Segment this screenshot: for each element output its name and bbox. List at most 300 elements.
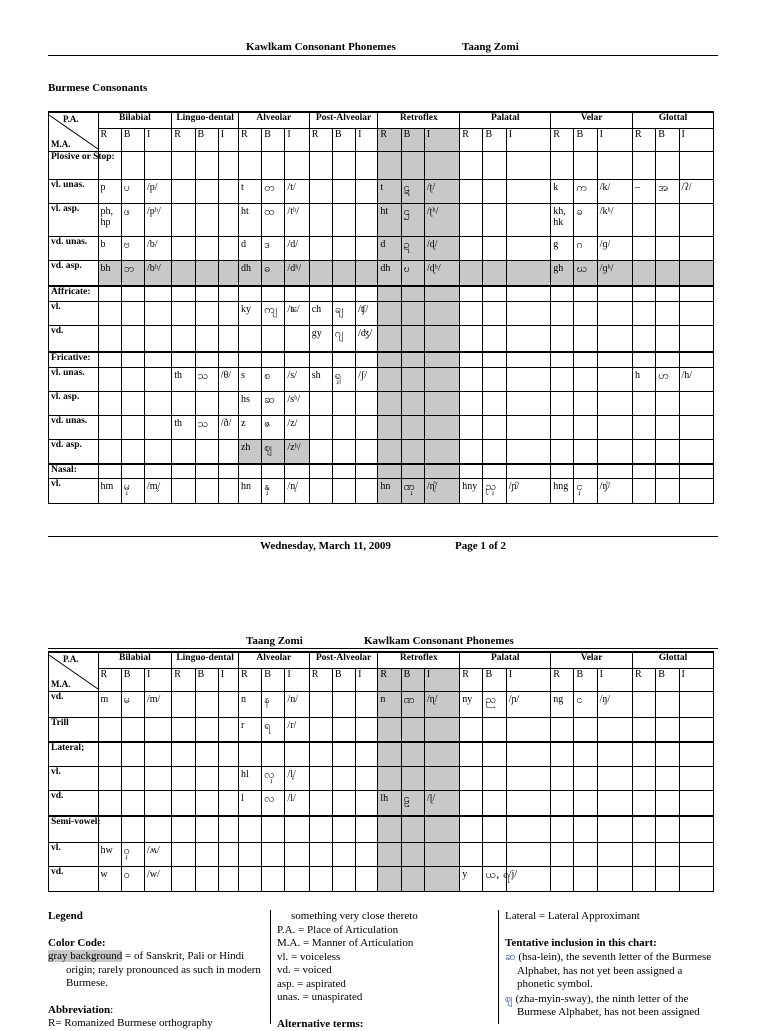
subheader-i: I	[679, 668, 714, 691]
ipa-cell	[424, 440, 459, 464]
table-row	[49, 767, 714, 791]
romanized-cell: bh	[98, 261, 121, 286]
burmese-letter-cell	[121, 791, 144, 816]
ipa-cell	[144, 464, 171, 479]
ipa-cell	[356, 692, 378, 718]
romanized-cell	[172, 352, 195, 368]
burmese-letter-cell: ဏှ	[401, 479, 424, 504]
ipa-cell	[424, 816, 459, 843]
tentative-item-2-text: (zha-myin-sway), the ninth letter of the Burmese Alphabet, has not been assigned	[513, 993, 700, 1019]
romanized-cell	[633, 326, 656, 352]
romanized-cell	[378, 464, 401, 479]
ipa-cell	[506, 742, 550, 767]
subheader-i: I	[285, 668, 309, 691]
burmese-letter-cell	[483, 816, 506, 843]
burmese-letter-cell	[574, 352, 597, 368]
ipa-cell: /ʈ/	[424, 180, 459, 204]
burmese-letter-cell	[195, 352, 218, 368]
burmese-letter-cell: ကျ	[262, 302, 285, 326]
burmese-letter-cell: ဋ	[401, 180, 424, 204]
ipa-cell: /s/	[285, 368, 309, 392]
ipa-cell	[506, 352, 550, 368]
ipa-cell	[597, 416, 632, 440]
romanized-cell	[309, 718, 332, 742]
subheader-i: I	[506, 128, 550, 151]
romanized-cell	[309, 791, 332, 816]
burmese-letter-cell	[483, 352, 506, 368]
romanized-cell	[172, 816, 195, 843]
burmese-letter-cell	[656, 692, 679, 718]
subheader-r: R	[238, 128, 261, 151]
ipa-cell	[506, 204, 550, 237]
romanized-cell	[378, 352, 401, 368]
burmese-letter-cell	[574, 416, 597, 440]
romanized-cell	[551, 464, 574, 479]
romanized-cell: th	[172, 368, 195, 392]
burmese-letter-cell	[332, 692, 355, 718]
ipa-cell	[679, 867, 714, 892]
ipa-cell	[424, 352, 459, 368]
subheader-r: R	[172, 128, 195, 151]
ipa-cell: /ɡ/	[597, 237, 632, 261]
subheader-r: R	[309, 128, 332, 151]
ipa-cell	[218, 152, 238, 180]
romanized-cell	[309, 479, 332, 504]
ipa-cell	[218, 464, 238, 479]
legend-divider-1	[270, 910, 271, 1024]
burmese-letter-cell	[483, 392, 506, 416]
romanized-cell	[378, 718, 401, 742]
burmese-letter-cell	[483, 464, 506, 479]
ipa-cell	[424, 867, 459, 892]
abbreviation-list	[277, 924, 492, 1005]
romanized-cell	[633, 867, 656, 892]
page2-header-left: Taang Zomi	[246, 635, 303, 647]
romanized-cell	[172, 237, 195, 261]
subheader-b: B	[121, 128, 144, 151]
romanized-cell	[172, 843, 195, 867]
romanized-cell	[172, 204, 195, 237]
burmese-letter-cell	[574, 816, 597, 843]
burmese-letter-cell	[195, 464, 218, 479]
ipa-cell: /ʈʰ/	[424, 204, 459, 237]
ipa-cell	[424, 464, 459, 479]
ipa-cell	[597, 326, 632, 352]
tentative-title: Tentative inclusion in this chart:	[505, 937, 720, 951]
burmese-letter-cell	[401, 464, 424, 479]
ipa-cell	[424, 416, 459, 440]
gray-legend-entry	[48, 950, 263, 991]
romanized-cell: ch	[309, 302, 332, 326]
romanized-cell	[378, 867, 401, 892]
subheader-i: I	[356, 128, 378, 151]
ipa-cell	[144, 767, 171, 791]
ipa-cell: /m̥/	[144, 479, 171, 504]
romanized-cell	[551, 302, 574, 326]
ipa-cell	[356, 816, 378, 843]
romanized-cell	[460, 440, 483, 464]
burmese-letter-cell	[401, 416, 424, 440]
romanized-cell	[172, 464, 195, 479]
romanized-cell: n	[378, 692, 401, 718]
subheader-b: B	[332, 668, 355, 691]
romanized-cell	[460, 816, 483, 843]
place-header-palatal: Palatal	[460, 652, 551, 668]
ipa-cell	[285, 286, 309, 302]
burmese-letter-cell	[121, 368, 144, 392]
ipa-cell	[597, 302, 632, 326]
romanized-cell: kh, hk	[551, 204, 574, 237]
ipa-cell	[679, 791, 714, 816]
table-row	[49, 392, 714, 416]
row-label: vd. unas.	[49, 416, 99, 440]
row-label: vl.	[49, 302, 99, 326]
burmese-letter-cell	[332, 261, 355, 286]
ipa-cell	[218, 843, 238, 867]
romanized-cell	[460, 767, 483, 791]
burmese-letter-cell	[195, 237, 218, 261]
romanized-cell: ky	[238, 302, 261, 326]
ipa-cell	[356, 843, 378, 867]
subheader-i: I	[144, 128, 171, 151]
subheader-r: R	[551, 668, 574, 691]
romanized-cell	[172, 261, 195, 286]
legend-column	[48, 910, 263, 1031]
burmese-letter-cell	[195, 479, 218, 504]
burmese-letter-cell	[656, 440, 679, 464]
legend-divider-2	[498, 910, 499, 1024]
place-header-velar: Velar	[551, 112, 633, 128]
romanized-cell: hn	[378, 479, 401, 504]
romanized-cell	[98, 742, 121, 767]
ipa-cell	[679, 152, 714, 180]
romanized-cell	[172, 479, 195, 504]
romanized-cell	[633, 692, 656, 718]
romanized-cell	[238, 816, 261, 843]
burmese-letter-cell	[121, 440, 144, 464]
subheader-b: B	[121, 668, 144, 691]
subheader-i: I	[679, 128, 714, 151]
ipa-cell	[597, 791, 632, 816]
section-title: Burmese Consonants	[48, 82, 147, 94]
burmese-letter-cell	[656, 392, 679, 416]
romanized-cell: gy	[309, 326, 332, 352]
ipa-cell	[356, 479, 378, 504]
ipa-cell: /z/	[285, 416, 309, 440]
subheader-i: I	[597, 668, 632, 691]
ipa-cell: /θ/	[218, 368, 238, 392]
burmese-letter-cell	[262, 326, 285, 352]
burmese-letter-cell	[121, 302, 144, 326]
ipa-cell: /w/	[144, 867, 171, 892]
ipa-cell	[218, 692, 238, 718]
burmese-letter-cell	[483, 326, 506, 352]
romanized-cell	[309, 392, 332, 416]
burmese-letter-cell	[401, 286, 424, 302]
burmese-letter-cell	[574, 791, 597, 816]
ipa-cell: /n/	[285, 692, 309, 718]
burmese-letter-cell	[483, 286, 506, 302]
burmese-letter-cell	[195, 692, 218, 718]
ipa-cell	[679, 464, 714, 479]
burmese-letter-cell	[401, 440, 424, 464]
subheader-i: I	[424, 128, 459, 151]
burmese-letter-cell	[483, 718, 506, 742]
subheader-b: B	[656, 128, 679, 151]
burmese-letter-cell: န	[262, 692, 285, 718]
subheader-i: I	[506, 668, 550, 691]
burmese-letter-cell	[656, 791, 679, 816]
ipa-cell: /pʰ/	[144, 204, 171, 237]
romanized-cell	[460, 152, 483, 180]
ipa-cell: /k/	[597, 180, 632, 204]
ipa-cell	[506, 180, 550, 204]
ma-label: M.A.	[51, 139, 71, 150]
ipa-cell: /ʃ/	[356, 368, 378, 392]
ipa-cell	[424, 718, 459, 742]
burmese-letter-cell	[262, 464, 285, 479]
ipa-cell	[597, 867, 632, 892]
place-header-linguo-dental: Linguo-dental	[172, 652, 239, 668]
page1-header-right: Taang Zomi	[462, 41, 519, 53]
ipa-cell	[424, 286, 459, 302]
ipa-cell	[506, 286, 550, 302]
ipa-cell: /bʰ/	[144, 261, 171, 286]
romanized-cell	[378, 152, 401, 180]
burmese-letter-cell	[195, 180, 218, 204]
burmese-letter-cell	[483, 440, 506, 464]
romanized-cell	[460, 261, 483, 286]
burmese-letter-cell	[401, 867, 424, 892]
row-label: vd. asp.	[49, 261, 99, 286]
romanized-cell	[98, 286, 121, 302]
burmese-letter-cell	[195, 791, 218, 816]
ipa-cell	[144, 352, 171, 368]
romanized-cell: b	[98, 237, 121, 261]
ipa-cell: /dʰ/	[285, 261, 309, 286]
romanized-cell	[633, 416, 656, 440]
page2-header-rule	[48, 648, 718, 649]
romanized-cell	[172, 326, 195, 352]
romanized-cell	[309, 692, 332, 718]
table-row	[49, 302, 714, 326]
burmese-letter-cell: ဏ	[401, 692, 424, 718]
burmese-letter-cell	[574, 326, 597, 352]
burmese-letter-cell	[574, 867, 597, 892]
burmese-letter-cell	[332, 286, 355, 302]
abbreviation-item: asp. = aspirated	[277, 978, 492, 992]
ipa-cell: /ŋ/	[597, 692, 632, 718]
romanized-cell	[633, 767, 656, 791]
burmese-letter-cell	[195, 302, 218, 326]
subheader-r: R	[378, 668, 401, 691]
romanized-cell	[551, 392, 574, 416]
romanized-cell: dh	[378, 261, 401, 286]
place-header-post-alveolar: Post-Alveolar	[309, 112, 378, 128]
burmese-letter-cell	[195, 326, 218, 352]
romanized-cell: th	[172, 416, 195, 440]
tentative-item-2	[505, 992, 720, 1020]
romanized-cell	[309, 204, 332, 237]
tentative-item-1-text: (hsa-lein), the seventh letter of the Burmese Alphabet, has not yet been assigned a phonetic symbol.	[516, 951, 712, 990]
burmese-letter-cell	[332, 204, 355, 237]
row-label: Plosive or Stop:	[49, 152, 99, 180]
romanized-cell	[172, 152, 195, 180]
romanized-cell: gh	[551, 261, 574, 286]
place-header-row	[49, 112, 714, 128]
place-header-alveolar: Alveolar	[238, 652, 309, 668]
section-row	[49, 464, 714, 479]
row-label: vl.	[49, 479, 99, 504]
romanized-cell	[633, 464, 656, 479]
romanized-cell: ht	[378, 204, 401, 237]
romanized-cell	[460, 326, 483, 352]
footer-date: Wednesday, March 11, 2009	[260, 540, 391, 552]
ipa-cell	[285, 152, 309, 180]
burmese-letter-cell	[656, 718, 679, 742]
romanized-cell	[98, 440, 121, 464]
place-header-glottal: Glottal	[633, 652, 714, 668]
row-label: vl. unas.	[49, 180, 99, 204]
ipa-cell	[356, 261, 378, 286]
burmese-letter-cell	[195, 816, 218, 843]
burmese-letter-cell	[483, 368, 506, 392]
romanized-cell	[172, 718, 195, 742]
burmese-letter-cell: မ	[121, 692, 144, 718]
romanized-cell	[460, 791, 483, 816]
ipa-cell	[356, 416, 378, 440]
burmese-letter-cell	[262, 816, 285, 843]
ipa-cell	[218, 392, 238, 416]
ipa-cell: /ɲ/	[506, 692, 550, 718]
romanized-cell	[172, 767, 195, 791]
burmese-letter-cell: ပ	[121, 180, 144, 204]
place-header-bilabial: Bilabial	[98, 652, 172, 668]
burmese-letter-cell	[401, 326, 424, 352]
romanized-cell	[460, 237, 483, 261]
ipa-cell	[356, 867, 378, 892]
burmese-letter-cell	[195, 152, 218, 180]
romanized-cell	[309, 352, 332, 368]
burmese-letter-cell	[332, 742, 355, 767]
ipa-cell: /h/	[679, 368, 714, 392]
ipa-cell	[218, 791, 238, 816]
burmese-letter-cell: ည	[483, 692, 506, 718]
ipa-cell	[679, 416, 714, 440]
burmese-letter-cell: မှ	[121, 479, 144, 504]
place-header-row	[49, 652, 714, 668]
subheader-b: B	[483, 668, 506, 691]
ipa-cell	[218, 479, 238, 504]
subheader-b: B	[195, 128, 218, 151]
burmese-letter-cell: ဌ	[401, 204, 424, 237]
ipa-cell	[597, 742, 632, 767]
burmese-letter-cell	[195, 392, 218, 416]
ipa-cell: /ɖ/	[424, 237, 459, 261]
romanized-cell	[551, 718, 574, 742]
burmese-letter-cell	[195, 440, 218, 464]
romanized-cell	[378, 326, 401, 352]
burmese-letter-cell	[401, 767, 424, 791]
burmese-letter-cell: ဝှ	[121, 843, 144, 867]
ipa-cell	[506, 416, 550, 440]
romanized-cell	[460, 286, 483, 302]
table-row	[49, 180, 714, 204]
romanized-cell: s	[238, 368, 261, 392]
romanized-cell	[309, 742, 332, 767]
romanized-cell	[98, 326, 121, 352]
ipa-cell	[506, 791, 550, 816]
burmese-letter-cell	[195, 767, 218, 791]
ipa-cell	[506, 237, 550, 261]
burmese-letter-cell	[401, 843, 424, 867]
ipa-cell: /ɳ̊/	[424, 479, 459, 504]
burmese-letter-cell	[332, 464, 355, 479]
table-row	[49, 791, 714, 816]
table-row	[49, 843, 714, 867]
romanized-cell	[460, 392, 483, 416]
burmese-letter-cell	[483, 180, 506, 204]
subheader-r: R	[460, 128, 483, 151]
ipa-cell	[218, 867, 238, 892]
ipa-cell	[597, 152, 632, 180]
romanized-cell: w	[98, 867, 121, 892]
row-label: Fricative:	[49, 352, 99, 368]
ipa-cell: /l̥/	[285, 767, 309, 791]
romanized-cell: hm	[98, 479, 121, 504]
burmese-letter-cell	[656, 867, 679, 892]
romanized-cell	[172, 302, 195, 326]
tentative-item-1	[505, 950, 720, 992]
romanized-cell: n	[238, 692, 261, 718]
row-label: vl.	[49, 767, 99, 791]
subheader-b: B	[401, 668, 424, 691]
romanized-cell	[172, 286, 195, 302]
subheader-r: R	[98, 668, 121, 691]
ipa-cell	[144, 368, 171, 392]
romanized-cell	[309, 843, 332, 867]
section-row	[49, 742, 714, 767]
burmese-letter-cell: ဗ	[121, 237, 144, 261]
consonant-table-page1	[48, 111, 714, 504]
subheader-r: R	[633, 668, 656, 691]
romanized-cell: ny	[460, 692, 483, 718]
burmese-letter-cell	[121, 464, 144, 479]
continued-text: something very close thereto	[277, 910, 492, 924]
romanized-cell	[551, 843, 574, 867]
romanized-cell	[378, 440, 401, 464]
romanized-cell	[378, 816, 401, 843]
burmese-letter-cell	[574, 464, 597, 479]
romanized-cell	[378, 767, 401, 791]
romanized-cell	[309, 261, 332, 286]
romanized-cell	[172, 392, 195, 416]
ipa-cell	[597, 767, 632, 791]
romanized-cell	[633, 718, 656, 742]
burmese-letter-cell	[195, 843, 218, 867]
table-row	[49, 416, 714, 440]
burmese-letter-cell	[332, 237, 355, 261]
romanized-cell	[378, 368, 401, 392]
footer-page-number: Page 1 of 2	[455, 540, 506, 552]
romanized-cell	[460, 368, 483, 392]
ipa-cell	[218, 440, 238, 464]
burmese-letter-cell	[401, 368, 424, 392]
subheader-r: R	[460, 668, 483, 691]
burmese-letter-cell: ဇ	[262, 416, 285, 440]
burmese-letter-cell: ညှ	[483, 479, 506, 504]
ipa-cell	[506, 843, 550, 867]
